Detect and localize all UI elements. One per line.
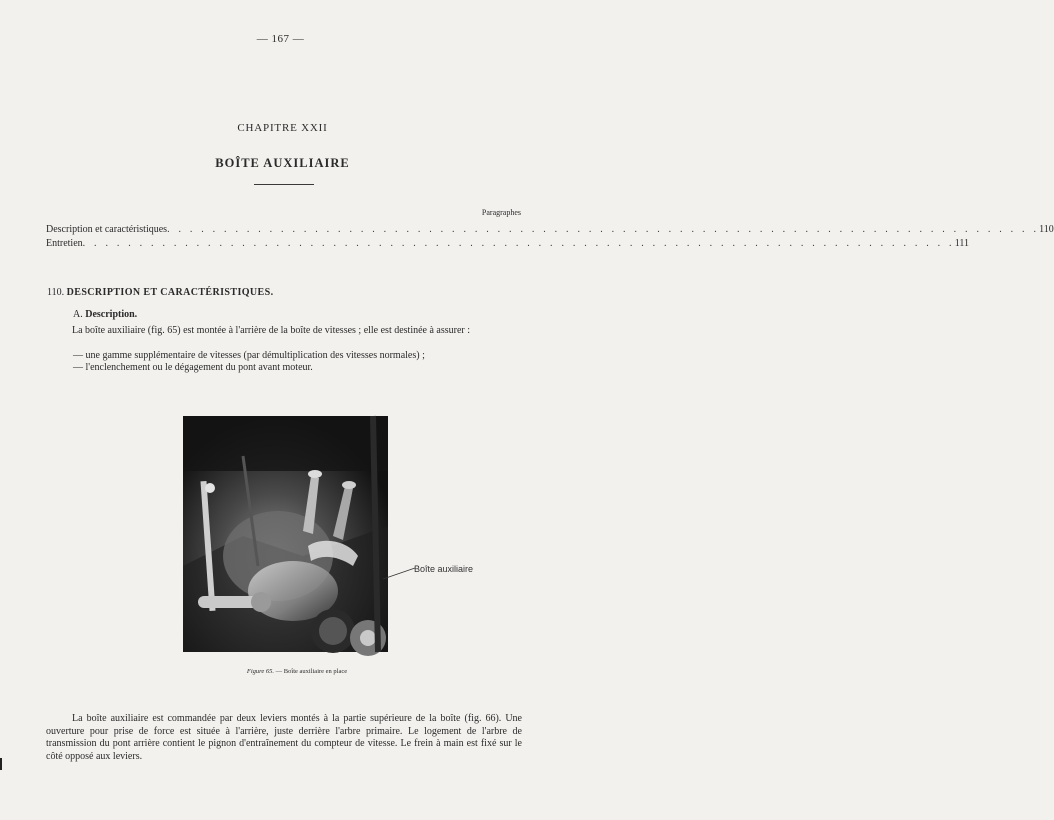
- subsection-letter: A.: [73, 309, 83, 320]
- toc-entry-paragraph: 110: [1039, 224, 1054, 235]
- figure-caption-label: Figure 65.: [246, 668, 275, 675]
- subsection-title: Description.: [85, 309, 138, 320]
- figure-caption-text: — Boîte auxiliaire en place: [275, 668, 348, 675]
- section-number: 110.: [47, 287, 65, 298]
- figure-callout-label: Boîte auxiliaire: [414, 564, 474, 574]
- figure-caption: [0, 668, 594, 675]
- toc-entry[interactable]: [46, 224, 1054, 235]
- chapter-title: BOÎTE AUXILIAIRE: [215, 156, 350, 170]
- page-number: — 167 —: [256, 33, 305, 45]
- list-item: — une gamme supplémentaire de vitesses (par démultiplication des vitesses normales) ;: [73, 350, 425, 361]
- list-item: — l'enclenchement ou le dégagement du pont avant moteur.: [73, 362, 313, 373]
- subsection-heading: [73, 309, 137, 320]
- toc-entry-paragraph: 111: [954, 238, 970, 249]
- toc-entry[interactable]: [46, 238, 970, 249]
- toc-heading: Paragraphes: [481, 208, 521, 217]
- closing-paragraph: La boîte auxiliaire est commandée par deux leviers montés à la partie supérieure de la boîte (fig. 66). Une ouverture pour prise de force est située à l'arrière, juste derrière l'arbre primaire. Le logement de l'arbre de transmission du pont arrière contient le pignon d'entraînement du compteur de vitesse. Le frein à main est fixé sur le côté opposé aux leviers.: [46, 713, 522, 762]
- toc-entry-label: Description et caractéristiques: [46, 224, 168, 235]
- chapter-label: CHAPITRE XXII: [237, 122, 328, 134]
- toc-leader-dots: . . . . . . . . . . . . . . . . . . . . . . . . . . . . . . . . . . . . . . . . . . . . . . . . . . . . . . . . . . . . . . . . . . . . . . . . . . . . .: [167, 224, 1040, 235]
- margin-mark: [0, 758, 2, 770]
- title-divider: [254, 184, 314, 185]
- figure-photo: [183, 416, 388, 652]
- gearbox-photo-illustration: [183, 416, 388, 652]
- section-title: DESCRIPTION ET CARACTÉRISTIQUES.: [66, 287, 274, 298]
- toc-entry-label: Entretien: [46, 238, 83, 249]
- toc-leader-dots: . . . . . . . . . . . . . . . . . . . . . . . . . . . . . . . . . . . . . . . . . . . . . . . . . . . . . . . . . . . . . . . . . . . . . . . . . . . . .: [82, 238, 955, 249]
- section-heading: [47, 287, 273, 298]
- intro-paragraph: La boîte auxiliaire (fig. 65) est montée à l'arrière de la boîte de vitesses ; elle est destinée à assurer :: [72, 325, 471, 336]
